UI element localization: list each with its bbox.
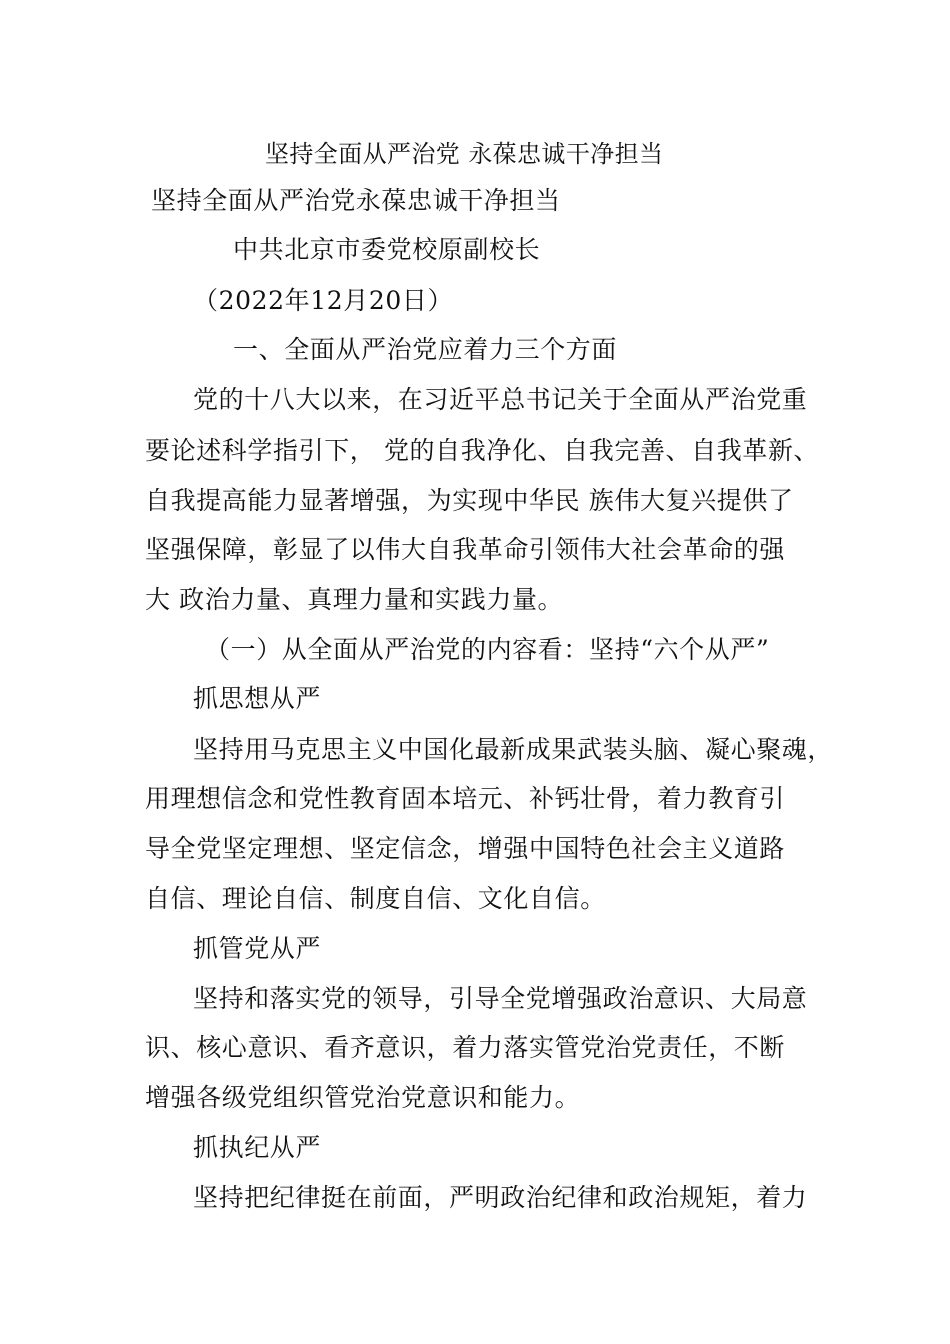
paragraph-line: 坚持用马克思主义中国化最新成果武装头脑、凝心聚魂， xyxy=(193,735,834,764)
document-subtitle: 坚持全面从严治党永葆忠诚干净担当 xyxy=(151,186,561,215)
item-heading: 抓管党从严 xyxy=(193,934,322,963)
paragraph-line: 坚持和落实党的领导，引导全党增强政治意识、大局意 xyxy=(193,984,808,1013)
paragraph-line: 坚持把纪律挺在前面，严明政治纪律和政治规矩，着力 xyxy=(193,1183,808,1212)
item-heading: 抓执纪从严 xyxy=(193,1133,322,1162)
paragraph-line: 要论述科学指引下， 党的自我净化、自我完善、自我革新、 xyxy=(145,436,820,465)
section-heading: 一、全面从严治党应着力三个方面 xyxy=(233,335,618,364)
subsection-heading: （一）从全面从严治党的内容看：坚持“六个从严” xyxy=(205,635,770,664)
paragraph-line: 增强各级党组织管党治党意识和能力。 xyxy=(145,1083,581,1112)
paragraph-line: 导全党坚定理想、坚定信念，增强中国特色社会主义道路 xyxy=(145,834,786,863)
paragraph-line: 坚强保障，彰显了以伟大自我革命引领伟大社会革命的强 xyxy=(145,535,786,564)
paragraph-line: 识、核心意识、看齐意识，着力落实管党治党责任，不断 xyxy=(145,1033,786,1062)
paragraph-line: 自信、理论自信、制度自信、文化自信。 xyxy=(145,884,606,913)
paragraph-line: 自我提高能力显著增强，为实现中华民 族伟大复兴提供了 xyxy=(145,486,794,515)
paragraph-line: 用理想信念和党性教育固本培元、补钙壮骨，着力教育引 xyxy=(145,784,786,813)
document-title: 坚持全面从严治党 永葆忠诚干净担当 xyxy=(265,140,664,168)
item-heading: 抓思想从严 xyxy=(193,684,322,713)
paragraph-line: 大 政治力量、真理力量和实践力量。 xyxy=(145,585,564,614)
author-line: 中共北京市委党校原副校长 xyxy=(233,235,541,264)
date-line: （2022年12月20日） xyxy=(193,286,454,315)
paragraph-line: 党的十八大以来，在习近平总书记关于全面从严治党重 xyxy=(193,385,808,414)
